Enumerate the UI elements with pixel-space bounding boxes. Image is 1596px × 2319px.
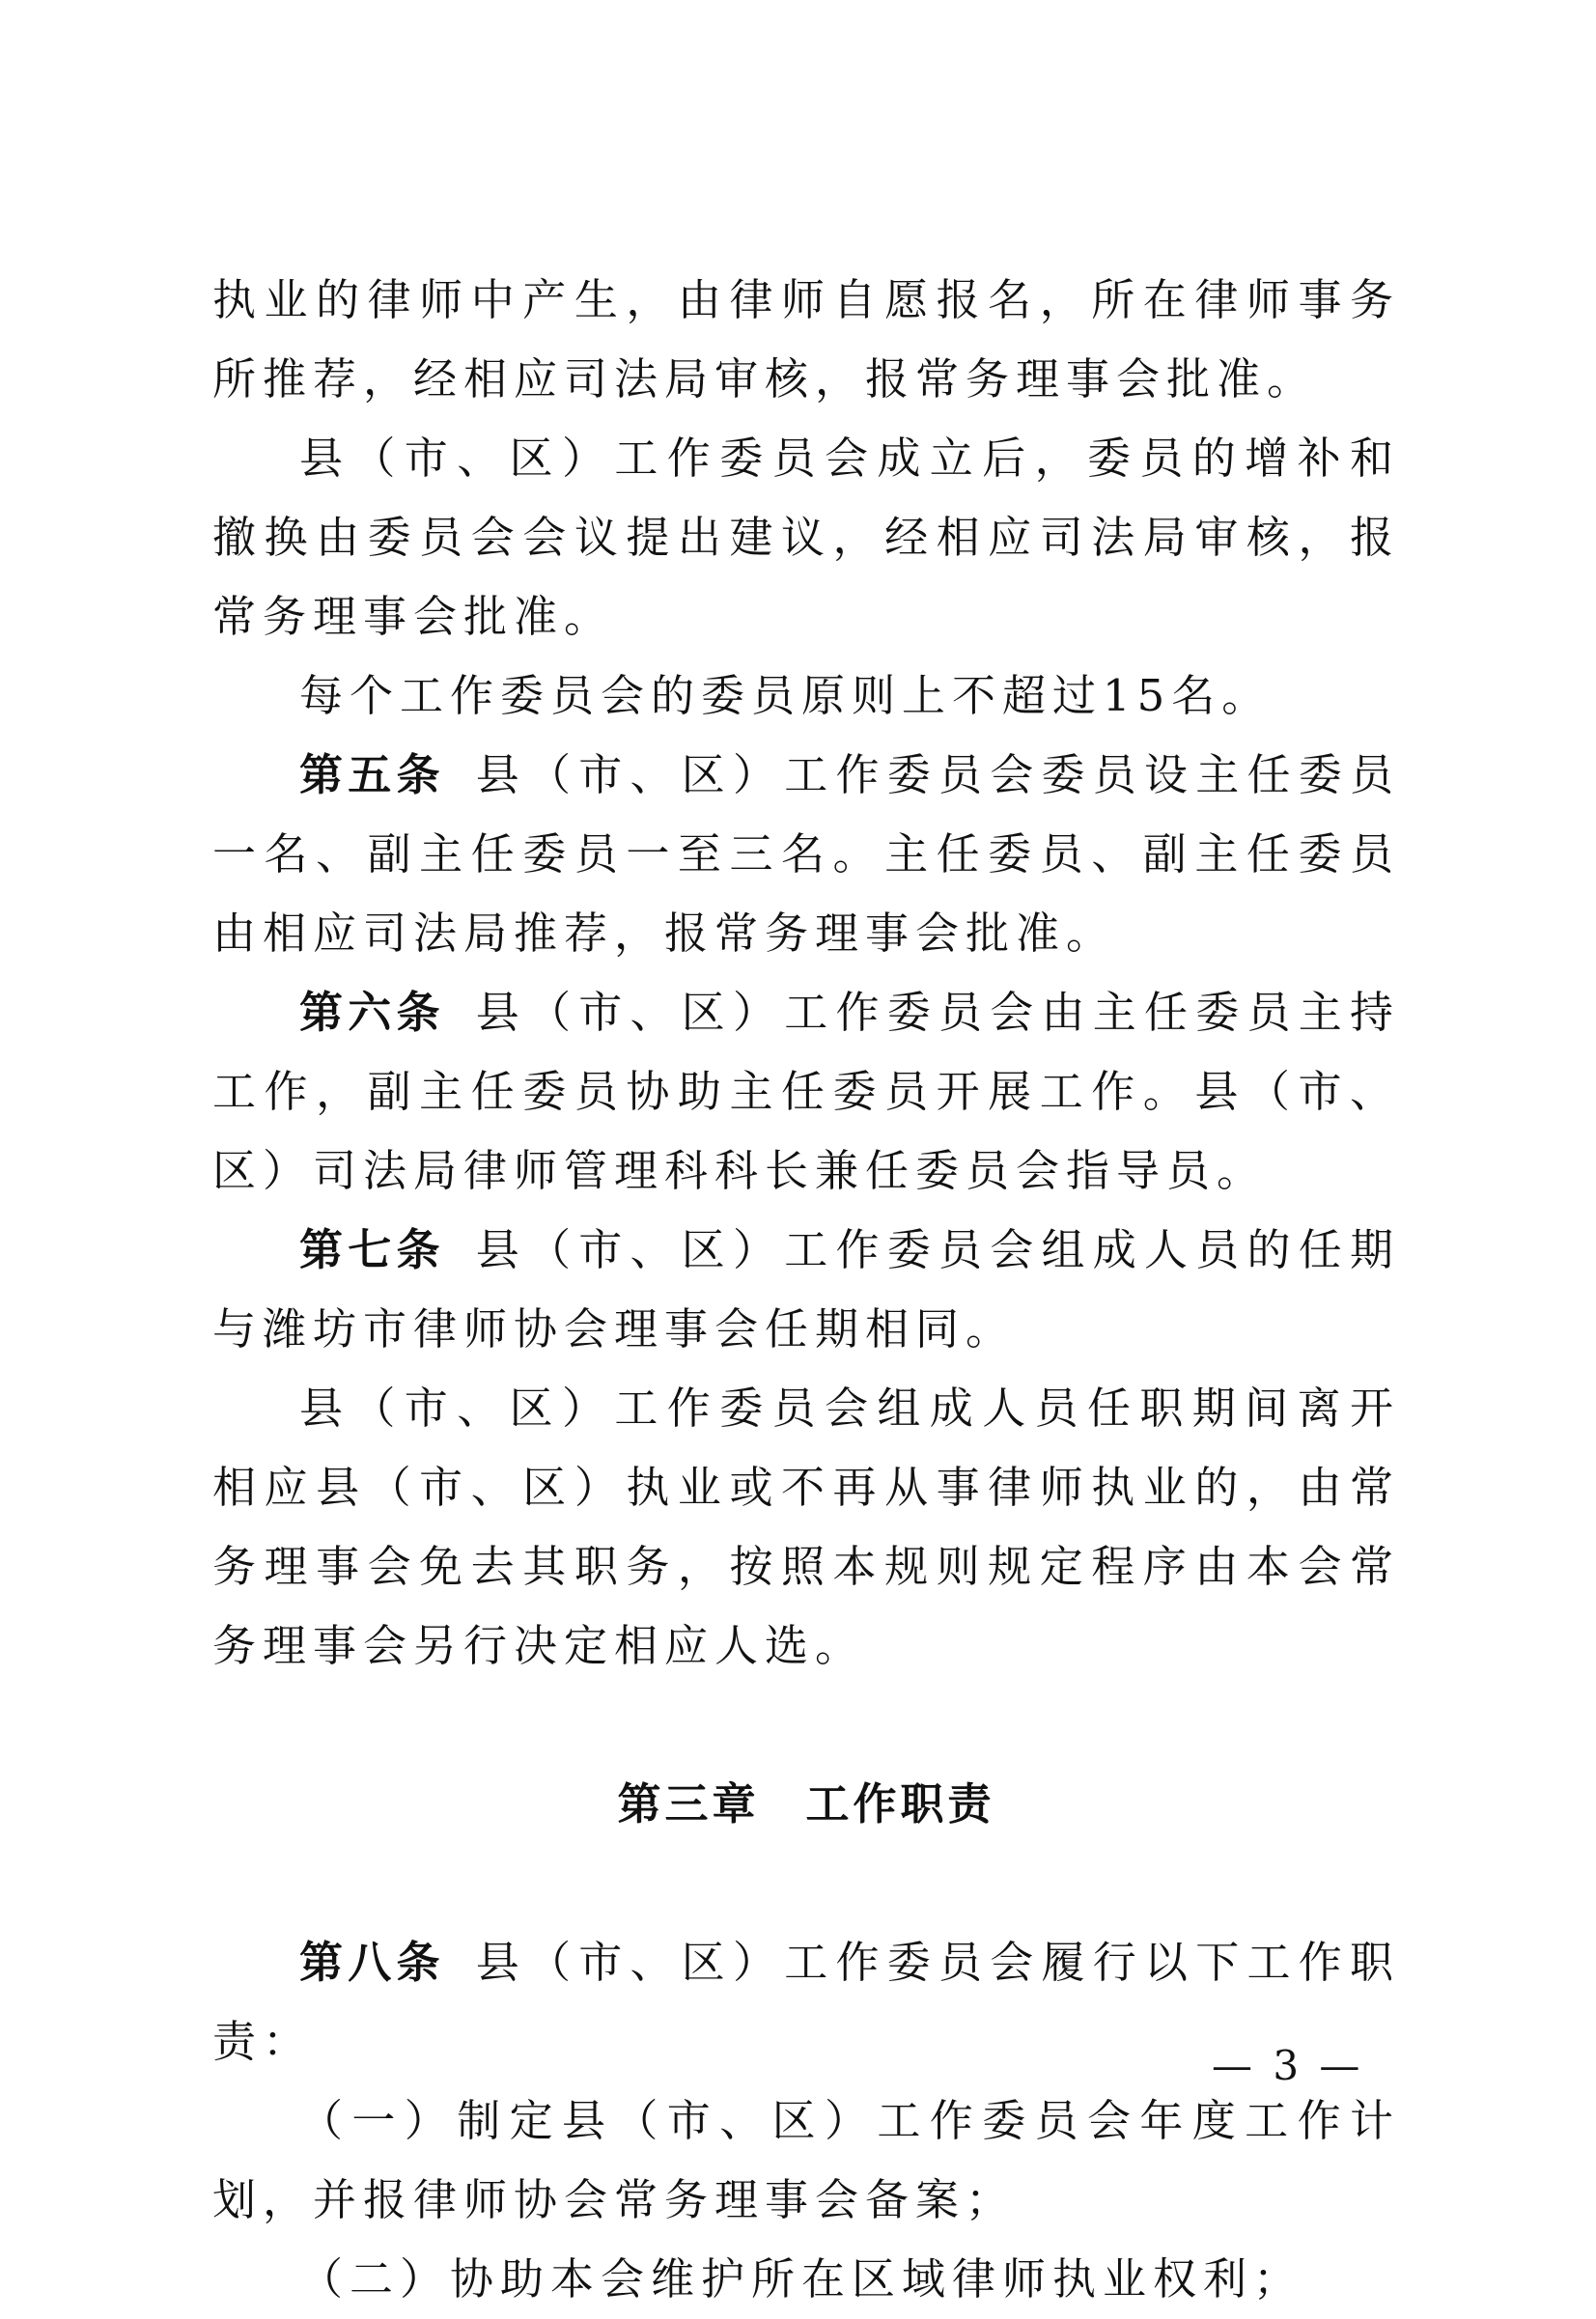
chapter-title: 工作职责 xyxy=(805,1778,995,1830)
duty-item-1 xyxy=(212,2082,1400,2240)
article-6 xyxy=(212,973,1400,1211)
duty-text: （二）协助本会维护所在区域律师执业权利； xyxy=(299,2253,1304,2305)
article-text: 县（市、区）工作委员会组成人员的任期与潍坊市律师协会理事会任期相同。 xyxy=(212,1224,1400,1355)
paragraph-text: 县（市、区）工作委员会成立后，委员的增补和撤换由委员会会议提出建议，经相应司法局审核，报常务理事会批准。 xyxy=(212,433,1400,642)
paragraph-committee-changes xyxy=(212,419,1400,657)
chapter-number: 第三章 xyxy=(617,1778,760,1830)
paragraph-text: 县（市、区）工作委员会组成人员任职期间离开相应县（市、区）执业或不再从事律师执业的，由常务理事会免去其职务，按照本规则规定程序由本会常务理事会另行决定相应人选。 xyxy=(212,1383,1400,1671)
paragraph-member-limit xyxy=(212,657,1400,736)
paragraph-text: 每个工作委员会的委员原则上不超过15名。 xyxy=(299,670,1273,721)
duty-item-2 xyxy=(212,2240,1400,2319)
document-page xyxy=(212,261,1400,2319)
article-7 xyxy=(212,1211,1400,1369)
article-number: 第六条 xyxy=(299,987,445,1038)
article-number: 第八条 xyxy=(299,1937,445,1988)
paragraph-term-leave xyxy=(212,1369,1400,1686)
article-number: 第五条 xyxy=(299,749,445,800)
article-5 xyxy=(212,736,1400,973)
chapter-heading xyxy=(212,1765,1400,1844)
paragraph-continued xyxy=(212,261,1400,419)
duty-text: （一）制定县（市、区）工作委员会年度工作计划，并报律师协会常务理事会备案； xyxy=(212,2095,1400,2225)
article-text: 县（市、区）工作委员会委员设主任委员一名、副主任委员一至三名。主任委员、副主任委员由相应司法局推荐，报常务理事会批准。 xyxy=(212,749,1400,959)
article-text: 县（市、区）工作委员会履行以下工作职责： xyxy=(212,1937,1400,2067)
article-text: 县（市、区）工作委员会由主任委员主持工作，副主任委员协助主任委员开展工作。县（市、区）司法局律师管理科科长兼任委员会指导员。 xyxy=(212,987,1400,1196)
article-number: 第七条 xyxy=(299,1224,445,1275)
page-number: — 3 — xyxy=(1212,2042,1364,2089)
paragraph-text: 执业的律师中产生，由律师自愿报名，所在律师事务所推荐，经相应司法局审核，报常务理事会批准。 xyxy=(212,274,1400,405)
